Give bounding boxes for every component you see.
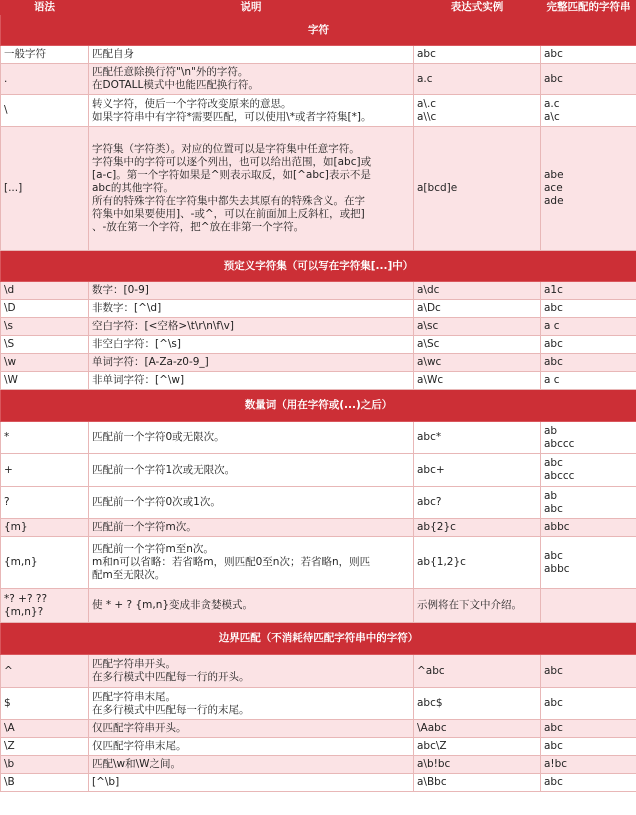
cell-line: \ xyxy=(4,104,8,116)
cell-line: a.c xyxy=(417,72,433,85)
section-header-row xyxy=(1,251,636,282)
table-body xyxy=(1,15,636,792)
cell-line: abc xyxy=(544,664,563,677)
table-row xyxy=(1,282,636,300)
cell-description xyxy=(89,372,414,390)
table-row xyxy=(1,519,636,537)
cell-line: ^abc xyxy=(417,664,445,677)
cell-line: 示例将在下文中介绍。 xyxy=(417,599,522,611)
cell-line: a\sc xyxy=(417,320,439,332)
cell-full-match xyxy=(541,774,636,792)
cell-line: \w xyxy=(4,356,17,368)
cell-syntax xyxy=(1,372,89,390)
cell-description xyxy=(89,64,414,95)
cell-line: abc xyxy=(544,776,563,788)
cell-description xyxy=(89,589,414,623)
cell-syntax xyxy=(1,756,89,774)
cell-line: abc+ xyxy=(417,463,445,476)
cell-syntax xyxy=(1,589,89,623)
cell-line: \D xyxy=(4,302,16,314)
cell-full-match xyxy=(541,282,636,300)
cell-line: abbc xyxy=(544,521,570,533)
cell-line: [a-c]。第一个字符如果是^则表示取反，如[^abc]表示不是 xyxy=(92,169,371,181)
cell-line: ^ xyxy=(4,664,13,677)
cell-line: ab{1,2}c xyxy=(417,556,466,568)
cell-line: abc xyxy=(544,722,563,734)
cell-line: \A xyxy=(4,722,15,734)
cell-full-match xyxy=(541,354,636,372)
cell-description xyxy=(89,46,414,64)
cell-line: a\c xyxy=(544,110,560,123)
cell-example xyxy=(414,422,541,454)
cell-full-match xyxy=(541,756,636,774)
cell-line: $ xyxy=(4,697,11,709)
cell-line: \Aabc xyxy=(417,722,447,734)
cell-example xyxy=(414,519,541,537)
cell-description xyxy=(89,318,414,336)
table-row xyxy=(1,300,636,318)
table-row xyxy=(1,774,636,792)
cell-full-match xyxy=(541,589,636,623)
cell-line: [^\b] xyxy=(92,776,120,788)
cell-example xyxy=(414,300,541,318)
cell-description xyxy=(89,127,414,251)
cell-line: a.c xyxy=(544,97,560,110)
table-row xyxy=(1,336,636,354)
cell-example xyxy=(414,537,541,589)
cell-line: 非数字：[^\d] xyxy=(92,302,162,314)
cell-line: a\Bbc xyxy=(417,776,447,788)
cell-line: 字符集（字符类）。对应的位置可以是字符集中任意字符。 xyxy=(92,143,360,155)
section-header-row xyxy=(1,390,636,422)
cell-line: {m} xyxy=(4,521,28,533)
cell-line: 仅匹配字符串末尾。 xyxy=(92,740,187,752)
cell-example xyxy=(414,46,541,64)
cell-syntax xyxy=(1,774,89,792)
cell-line: 所有的特殊字符在字符集中都失去其原有的特殊含义。在字 xyxy=(92,195,365,207)
cell-line: 在多行模式中匹配每一行的开头。 xyxy=(92,671,250,683)
cell-line: \B xyxy=(4,776,15,788)
cell-syntax xyxy=(1,688,89,720)
cell-line: 一般字符 xyxy=(4,48,46,60)
cell-syntax xyxy=(1,318,89,336)
cell-full-match xyxy=(541,688,636,720)
cell-line: . xyxy=(4,72,8,85)
cell-line: a\Dc xyxy=(417,302,441,314)
cell-full-match xyxy=(541,372,636,390)
table-header-row xyxy=(1,1,636,15)
cell-description xyxy=(89,738,414,756)
cell-full-match xyxy=(541,655,636,688)
cell-example xyxy=(414,454,541,487)
cell-line: 匹配前一个字符1次或无限次。 xyxy=(92,463,236,476)
cell-syntax xyxy=(1,454,89,487)
cell-line: 匹配字符串开头。 xyxy=(92,658,176,670)
cell-full-match xyxy=(541,487,636,519)
cell-line: a\Wc xyxy=(417,374,444,386)
cell-example xyxy=(414,127,541,251)
cell-description xyxy=(89,95,414,127)
cell-example xyxy=(414,738,541,756)
cell-description xyxy=(89,354,414,372)
cell-example xyxy=(414,688,541,720)
cell-line: a[bcd]e xyxy=(417,182,458,194)
cell-syntax xyxy=(1,300,89,318)
cell-line: ace xyxy=(544,182,563,194)
cell-line: 匹配前一个字符0次或1次。 xyxy=(92,496,221,508)
table-row xyxy=(1,454,636,487)
cell-line: a c xyxy=(544,374,560,386)
cell-line: 空白字符：[<空格>\t\r\n\f\v] xyxy=(92,320,234,332)
table-row xyxy=(1,688,636,720)
cell-syntax xyxy=(1,64,89,95)
cell-full-match xyxy=(541,95,636,127)
cell-example xyxy=(414,487,541,519)
cell-line: ? xyxy=(4,496,10,508)
cell-full-match xyxy=(541,422,636,454)
cell-syntax xyxy=(1,95,89,127)
cell-line: abc\Z xyxy=(417,740,447,752)
cell-line: 数字：[0-9] xyxy=(92,284,149,296)
cell-line: abc xyxy=(544,549,563,562)
cell-line: 单词字符：[A-Za-z0-9_] xyxy=(92,356,209,368)
cell-line: ab xyxy=(544,424,558,437)
cell-line: abc xyxy=(544,338,563,350)
cell-description xyxy=(89,282,414,300)
cell-full-match xyxy=(541,537,636,589)
cell-line: 匹配任意除换行符"\n"外的字符。 xyxy=(92,66,249,78)
cell-syntax xyxy=(1,282,89,300)
cell-line: a c xyxy=(544,320,560,332)
cell-line: {m,n}? xyxy=(4,605,44,618)
cell-line: abc xyxy=(544,740,563,752)
cell-line: 如果字符串中有字符*需要匹配，可以使用\*或者字符集[*]。 xyxy=(92,110,372,123)
cell-line: ab{2}c xyxy=(417,521,456,533)
table-row xyxy=(1,756,636,774)
cell-description xyxy=(89,537,414,589)
cell-line: a\b!bc xyxy=(417,758,451,770)
cell-syntax xyxy=(1,738,89,756)
cell-line: \Z xyxy=(4,740,15,752)
cell-line: a\dc xyxy=(417,284,440,296)
cell-line: abc的其他字符。 xyxy=(92,182,174,194)
cell-example xyxy=(414,589,541,623)
section-title: 数量词（用在字符或(...)之后） xyxy=(1,390,636,422)
cell-line: 转义字符，使后一个字符改变原来的意思。 xyxy=(92,97,292,110)
cell-line: abc* xyxy=(417,431,442,443)
cell-description xyxy=(89,756,414,774)
cell-line: abc? xyxy=(417,496,442,508)
table-row xyxy=(1,318,636,336)
cell-example xyxy=(414,336,541,354)
cell-line: abc xyxy=(544,302,563,314)
header-description: 说明 xyxy=(89,1,414,15)
cell-example xyxy=(414,655,541,688)
cell-full-match xyxy=(541,519,636,537)
table-row xyxy=(1,95,636,127)
cell-description xyxy=(89,422,414,454)
cell-line: abc$ xyxy=(417,697,443,709)
header-full-match: 完整匹配的字符串 xyxy=(541,1,636,15)
cell-line: a\Sc xyxy=(417,338,440,350)
cell-example xyxy=(414,720,541,738)
cell-full-match xyxy=(541,300,636,318)
table-row xyxy=(1,589,636,623)
cell-line: a1c xyxy=(544,284,563,296)
table-row xyxy=(1,64,636,95)
cell-description xyxy=(89,774,414,792)
cell-full-match xyxy=(541,318,636,336)
table-row xyxy=(1,372,636,390)
table-row xyxy=(1,46,636,64)
cell-line: abe xyxy=(544,169,564,181)
cell-description xyxy=(89,454,414,487)
cell-line: 匹配\w和\W之间。 xyxy=(92,758,182,770)
cell-line: abc xyxy=(544,356,563,368)
table-row xyxy=(1,738,636,756)
cell-line: *? +? ?? xyxy=(4,592,48,605)
cell-line: 符集中如果要使用]、-或^，可以在前面加上反斜杠，或把] xyxy=(92,208,365,220)
section-header-row xyxy=(1,15,636,46)
table-row xyxy=(1,354,636,372)
cell-full-match xyxy=(541,64,636,95)
cell-line: a\\c xyxy=(417,110,437,123)
cell-line: 仅匹配字符串开头。 xyxy=(92,722,187,734)
table-row xyxy=(1,655,636,688)
cell-example xyxy=(414,756,541,774)
section-title: 字符 xyxy=(1,15,636,46)
cell-example xyxy=(414,372,541,390)
cell-line: abc xyxy=(544,48,563,60)
cell-description xyxy=(89,688,414,720)
cell-line: 使 * + ? {m,n}变成非贪婪模式。 xyxy=(92,599,254,611)
cell-line: 匹配字符串末尾。 xyxy=(92,690,176,703)
cell-full-match xyxy=(541,46,636,64)
cell-syntax xyxy=(1,354,89,372)
cell-line: abc xyxy=(544,502,563,515)
cell-syntax xyxy=(1,537,89,589)
cell-line: abc xyxy=(544,72,563,85)
cell-line: 匹配前一个字符0或无限次。 xyxy=(92,431,225,443)
cell-example xyxy=(414,774,541,792)
cell-syntax xyxy=(1,720,89,738)
cell-line: \s xyxy=(4,320,14,332)
cell-description xyxy=(89,300,414,318)
cell-line: m和n可以省略：若省略m，则匹配0至n次；若省略n，则匹 xyxy=(92,556,371,568)
table-row xyxy=(1,487,636,519)
cell-full-match xyxy=(541,720,636,738)
cell-syntax xyxy=(1,46,89,64)
cell-line: a\.c xyxy=(417,97,437,110)
cell-syntax xyxy=(1,127,89,251)
cell-example xyxy=(414,282,541,300)
section-header-row xyxy=(1,623,636,655)
cell-line: \d xyxy=(4,284,15,296)
cell-line: \b xyxy=(4,758,15,770)
table-row xyxy=(1,537,636,589)
cell-example xyxy=(414,354,541,372)
cell-full-match xyxy=(541,336,636,354)
cell-syntax xyxy=(1,336,89,354)
cell-line: ade xyxy=(544,195,564,207)
cell-example xyxy=(414,95,541,127)
cell-line: abccc xyxy=(544,437,575,450)
cell-line: 非空白字符：[^\s] xyxy=(92,338,181,350)
cell-line: 配m至无限次。 xyxy=(92,569,166,581)
cell-line: 、-放在第一个字符，把^放在非第一个字符。 xyxy=(92,221,305,233)
cell-line: + xyxy=(4,463,13,476)
table-row xyxy=(1,127,636,251)
cell-full-match xyxy=(541,738,636,756)
cell-line: 在多行模式中匹配每一行的末尾。 xyxy=(92,703,250,716)
cell-description xyxy=(89,519,414,537)
cell-line: \S xyxy=(4,338,15,350)
cell-line: 匹配前一个字符m至n次。 xyxy=(92,543,214,555)
cell-line: abccc xyxy=(544,470,575,482)
cell-line: 匹配自身 xyxy=(92,48,134,60)
cell-description xyxy=(89,720,414,738)
cell-line: \W xyxy=(4,374,18,386)
cell-line: abc xyxy=(544,697,563,709)
cell-line: 匹配前一个字符m次。 xyxy=(92,521,197,533)
cell-description xyxy=(89,336,414,354)
cell-full-match xyxy=(541,127,636,251)
cell-example xyxy=(414,64,541,95)
cell-line: 非单词字符：[^\w] xyxy=(92,374,185,386)
cell-line: * xyxy=(4,431,10,443)
cell-description xyxy=(89,655,414,688)
cell-syntax xyxy=(1,655,89,688)
cell-line: a!bc xyxy=(544,758,568,770)
cell-syntax xyxy=(1,422,89,454)
cell-line: {m,n} xyxy=(4,556,38,568)
table-row xyxy=(1,422,636,454)
cell-line: 在DOTALL模式中也能匹配换行符。 xyxy=(92,79,259,91)
header-syntax: 语法 xyxy=(1,1,89,15)
cell-line: [...] xyxy=(4,182,23,194)
cell-line: ab xyxy=(544,489,558,502)
cell-example xyxy=(414,318,541,336)
cell-line: a\wc xyxy=(417,356,442,368)
cell-description xyxy=(89,487,414,519)
cell-line: 字符集中的字符可以逐个列出，也可以给出范围，如[abc]或 xyxy=(92,156,372,168)
cell-syntax xyxy=(1,487,89,519)
cell-full-match xyxy=(541,454,636,487)
cell-line: abc xyxy=(417,48,436,60)
section-title: 预定义字符集（可以写在字符集[...]中） xyxy=(1,251,636,282)
cell-line: abbc xyxy=(544,562,570,575)
section-title: 边界匹配（不消耗待匹配字符串中的字符） xyxy=(1,623,636,655)
table-row xyxy=(1,720,636,738)
cell-line: abc xyxy=(544,457,563,469)
cell-syntax xyxy=(1,519,89,537)
header-example: 表达式实例 xyxy=(414,1,541,15)
